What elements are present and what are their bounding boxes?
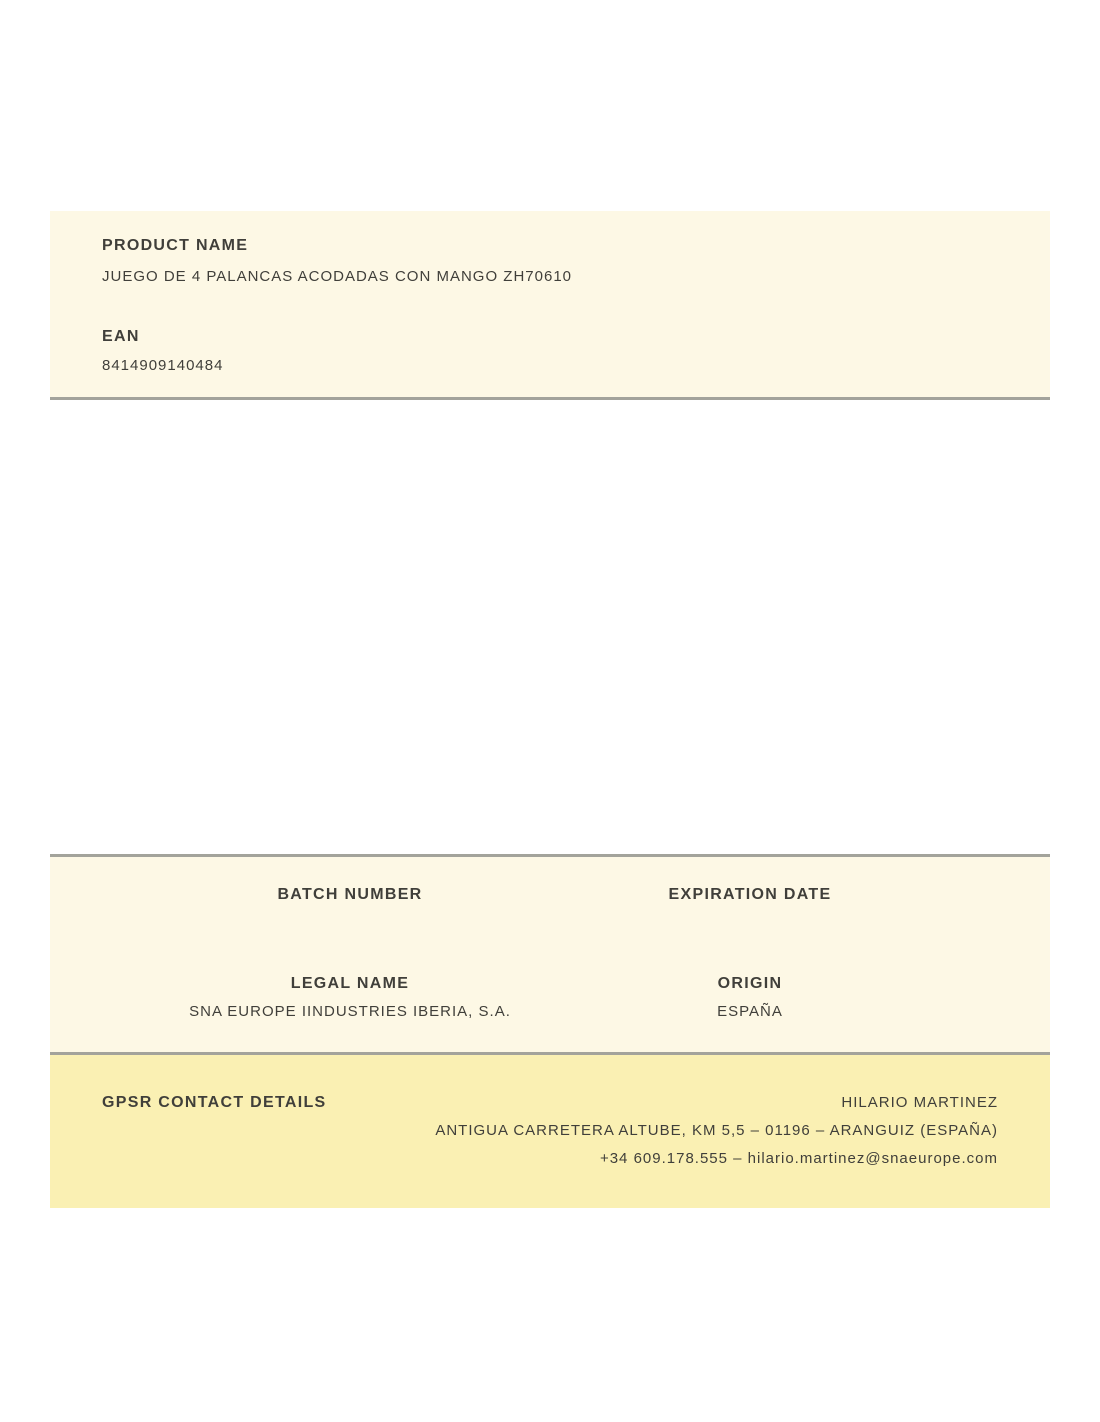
product-name-value: JUEGO DE 4 PALANCAS ACODADAS CON MANGO ZH70610: [102, 268, 573, 285]
batch-expiration-value-row: [50, 905, 1050, 974]
legal-origin-value-row: [50, 1002, 1050, 1022]
contact-phone-email: +34 609.178.555 – hilario.martinez@snaeurope.com: [599, 1150, 998, 1167]
origin-value: ESPAÑA: [717, 1003, 783, 1020]
batch-number-value: [150, 905, 550, 974]
legal-name-label: LEGAL NAME: [290, 975, 410, 992]
ean-label: EAN: [102, 328, 140, 345]
gpsr-contact-section: [50, 1055, 1050, 1208]
origin-label: ORIGIN: [717, 975, 783, 992]
product-name-label: PRODUCT NAME: [102, 237, 249, 254]
expiration-date-label: EXPIRATION DATE: [668, 886, 832, 903]
contact-name: HILARIO MARTINEZ: [841, 1094, 998, 1111]
batch-number-label: BATCH NUMBER: [277, 886, 423, 903]
legal-name-value: SNA EUROPE IINDUSTRIES IBERIA, S.A.: [189, 1003, 511, 1020]
ean-value: 8414909140484: [102, 357, 224, 374]
expiration-date-value: [550, 905, 950, 974]
contact-info-block: [357, 1089, 998, 1173]
contact-address: ANTIGUA CARRETERA ALTUBE, KM 5,5 – 01196 – ARANGUIZ (ESPAÑA): [435, 1122, 998, 1139]
batch-origin-section: [50, 854, 1050, 1055]
product-info-section: [50, 211, 1050, 400]
gpsr-contact-details-label: GPSR CONTACT DETAILS: [102, 1094, 327, 1111]
legal-origin-header-row: [50, 974, 1050, 994]
batch-expiration-header-row: [50, 885, 1050, 905]
